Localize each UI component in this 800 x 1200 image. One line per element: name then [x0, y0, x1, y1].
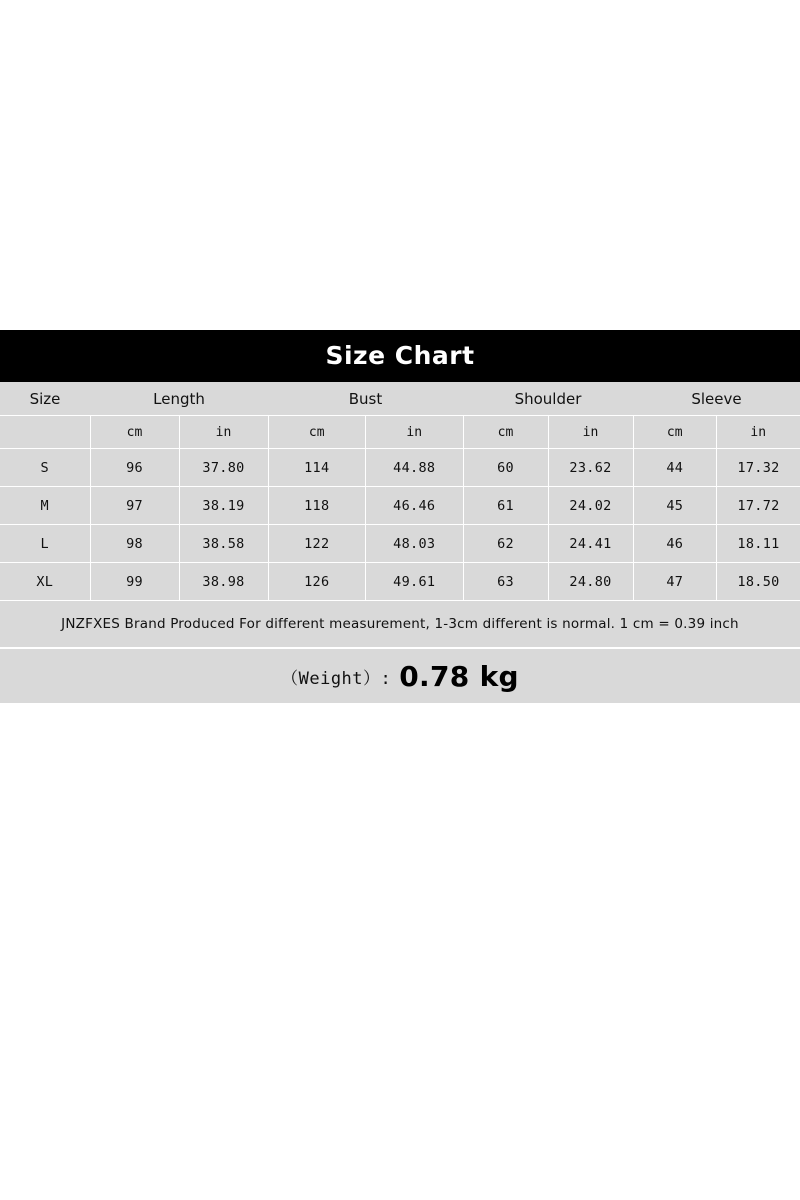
page-title: Size Chart — [325, 341, 475, 370]
cell-sleeve-in: 17.72 — [717, 487, 800, 525]
cell-shoulder-cm: 63 — [463, 563, 548, 601]
weight-label: （Weight）: — [281, 668, 392, 689]
cell-sleeve-cm: 44 — [633, 449, 717, 487]
cell-length-in: 38.19 — [179, 487, 268, 525]
unit-cell-blank — [0, 416, 90, 449]
cell-size: M — [0, 487, 90, 525]
unit-cell-bust-cm: cm — [268, 416, 366, 449]
cell-length-cm: 98 — [90, 525, 179, 563]
cell-bust-in: 49.61 — [366, 563, 464, 601]
table-row — [0, 487, 800, 525]
cell-bust-in: 48.03 — [366, 525, 464, 563]
cell-sleeve-in: 18.50 — [717, 563, 800, 601]
cell-bust-cm: 126 — [268, 563, 366, 601]
table-row — [0, 449, 800, 487]
cell-sleeve-cm: 47 — [633, 563, 717, 601]
unit-cell-length-cm: cm — [90, 416, 179, 449]
cell-shoulder-cm: 61 — [463, 487, 548, 525]
cell-shoulder-in: 23.62 — [548, 449, 633, 487]
cell-bust-in: 44.88 — [366, 449, 464, 487]
cell-length-cm: 99 — [90, 563, 179, 601]
cell-length-in: 38.58 — [179, 525, 268, 563]
cell-shoulder-in: 24.41 — [548, 525, 633, 563]
size-chart-table — [0, 382, 800, 648]
table-row — [0, 563, 800, 601]
cell-sleeve-cm: 45 — [633, 487, 717, 525]
cell-length-in: 38.98 — [179, 563, 268, 601]
cell-size: S — [0, 449, 90, 487]
cell-sleeve-in: 17.32 — [717, 449, 800, 487]
unit-cell-length-in: in — [179, 416, 268, 449]
cell-shoulder-cm: 62 — [463, 525, 548, 563]
measurement-note: JNZFXES Brand Produced For different measurement, 1-3cm different is normal. 1 cm = 0.39 inch — [0, 601, 800, 648]
cell-bust-cm: 118 — [268, 487, 366, 525]
cell-length-cm: 97 — [90, 487, 179, 525]
size-chart-panel — [0, 330, 800, 703]
table-row — [0, 525, 800, 563]
cell-bust-cm: 122 — [268, 525, 366, 563]
group-header-sleeve: Sleeve — [633, 382, 800, 416]
weight-value: 0.78 kg — [399, 659, 519, 693]
cell-shoulder-in: 24.02 — [548, 487, 633, 525]
group-header-length: Length — [90, 382, 268, 416]
weight-row — [0, 648, 800, 703]
unit-cell-shoulder-in: in — [548, 416, 633, 449]
cell-length-in: 37.80 — [179, 449, 268, 487]
cell-size: XL — [0, 563, 90, 601]
table-group-header-row — [0, 382, 800, 416]
cell-bust-cm: 114 — [268, 449, 366, 487]
group-header-size: Size — [0, 382, 90, 416]
cell-length-cm: 96 — [90, 449, 179, 487]
table-unit-row — [0, 416, 800, 449]
cell-shoulder-cm: 60 — [463, 449, 548, 487]
group-header-bust: Bust — [268, 382, 463, 416]
unit-cell-sleeve-cm: cm — [633, 416, 717, 449]
cell-shoulder-in: 24.80 — [548, 563, 633, 601]
size-chart-title-bar — [0, 330, 800, 382]
cell-sleeve-cm: 46 — [633, 525, 717, 563]
group-header-shoulder: Shoulder — [463, 382, 633, 416]
table-note-row — [0, 601, 800, 648]
unit-cell-shoulder-cm: cm — [463, 416, 548, 449]
cell-sleeve-in: 18.11 — [717, 525, 800, 563]
unit-cell-sleeve-in: in — [717, 416, 800, 449]
cell-bust-in: 46.46 — [366, 487, 464, 525]
unit-cell-bust-in: in — [366, 416, 464, 449]
cell-size: L — [0, 525, 90, 563]
